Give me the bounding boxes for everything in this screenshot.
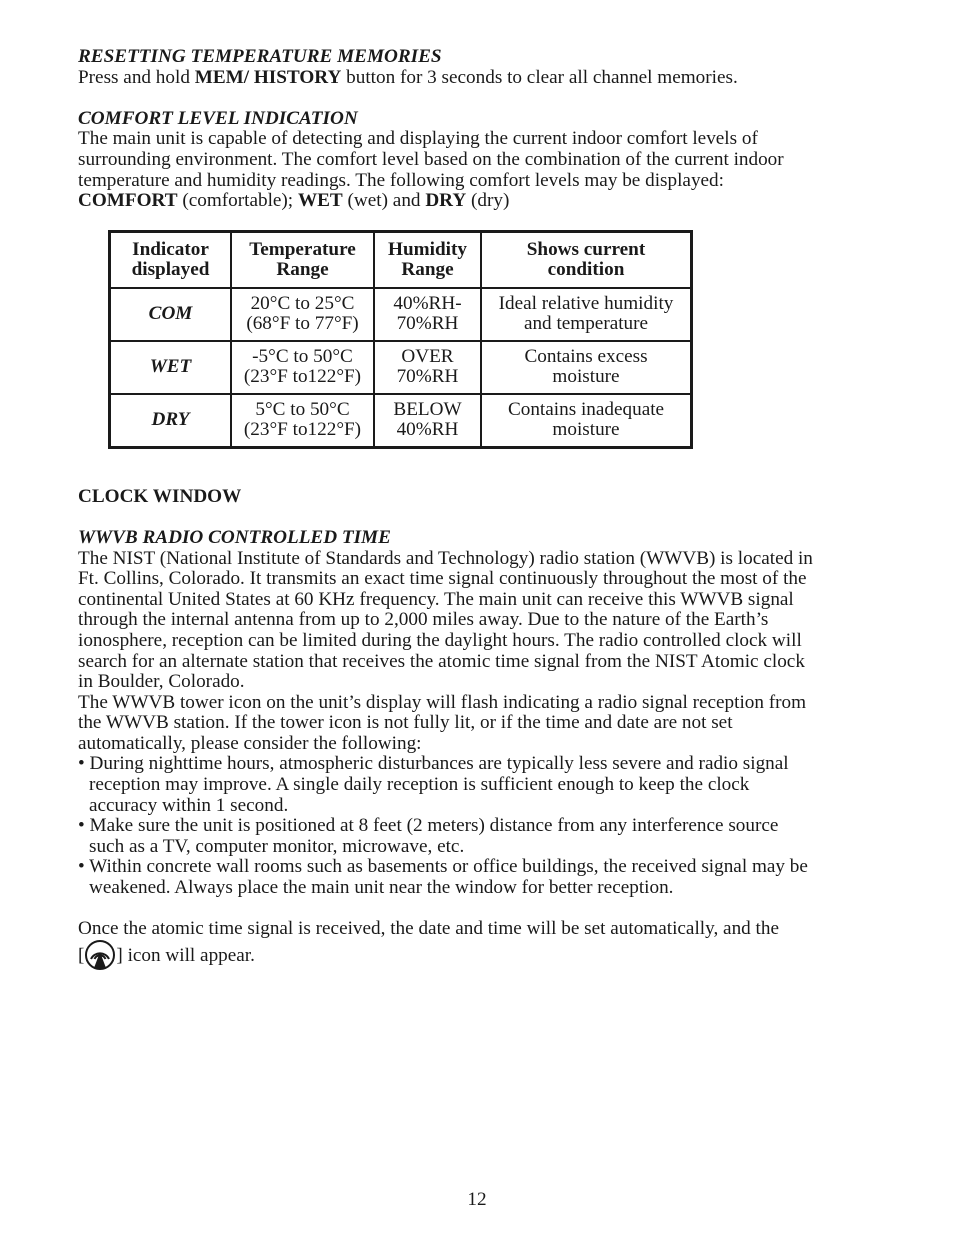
comfort-line-1: The main unit is capable of detecting and displaying the current indoor comfort levels of — [78, 128, 758, 150]
table-row — [110, 394, 692, 448]
header-condition: Shows current condition — [481, 231, 692, 288]
table-row — [110, 288, 692, 341]
condition-cell: Ideal relative humidity and temperature — [481, 288, 692, 341]
temperature-cell: 5°C to 50°C (23°F to122°F) — [231, 394, 374, 448]
temperature-cell: -5°C to 50°C (23°F to122°F) — [231, 341, 374, 394]
table-header-row — [110, 231, 692, 288]
clock-window-heading: CLOCK WINDOW — [78, 485, 242, 507]
temperature-cell: 20°C to 25°C (68°F to 77°F) — [231, 288, 374, 341]
indicator-cell: COM — [110, 288, 232, 341]
wwvb-tower-icon — [85, 940, 115, 970]
reset-heading: RESETTING TEMPERATURE MEMORIES — [78, 46, 442, 67]
indicator-cell: WET — [110, 341, 232, 394]
bullet-concrete-walls: • Within concrete wall rooms such as basements or office buildings, the received signal may be weakened. Always place the main unit near the window for better reception. — [78, 856, 808, 899]
condition-cell: Contains excess moisture — [481, 341, 692, 394]
header-humidity: Humidity Range — [374, 231, 481, 288]
reset-text: Press and hold MEM/ HISTORY button for 3 seconds to clear all channel memories. — [78, 66, 738, 88]
header-temperature: Temperature Range — [231, 231, 374, 288]
table-row — [110, 341, 692, 394]
indicator-cell: DRY — [110, 394, 232, 448]
page-number: 12 — [467, 1189, 487, 1210]
final-line-2: [ ] icon will appear. — [78, 940, 878, 970]
wwvb-paragraph-2: The WWVB tower icon on the unit’s display will flash indicating a radio signal reception from the WWVB station. If the tower icon is not fully lit, or if the time and date are not set automatically, please consider the following: — [78, 691, 807, 754]
bullet-nighttime: • During nighttime hours, atmospheric disturbances are typically less severe and radio signal reception may improve. A single daily reception is sufficient enough to keep the clock accuracy within 1 second. — [78, 753, 789, 816]
header-indicator: Indicator displayed — [110, 231, 232, 288]
comfort-line-2: surrounding environment. The comfort level based on the combination of the current indoor — [78, 148, 784, 170]
bullet-interference: • Make sure the unit is positioned at 8 feet (2 meters) distance from any interference source such as a TV, computer monitor, microwave, etc. — [78, 815, 779, 857]
mem-history-button-name: MEM/ HISTORY — [194, 66, 342, 88]
humidity-cell: OVER 70%RH — [374, 341, 481, 394]
wwvb-paragraph-1: The NIST (National Institute of Standards and Technology) radio station (WWVB) is located in Ft. Collins, Colorado. It transmits an exact time signal continuously throughout the most of the continental United States at 60 KHz frequency. The main unit can receive this WWVB signal through the internal antenna from up to 2,000 miles away. Due to the nature of the Earth’s ionosphere, reception can be limited during the daylight hours. The radio controlled clock will search for an alternate station that receives the atomic time signal from the NIST Atomic clock in Boulder, Colorado. — [78, 547, 813, 693]
humidity-cell: BELOW 40%RH — [374, 394, 481, 448]
final-line-1: Once the atomic time signal is received, the date and time will be set automatically, and the — [78, 918, 779, 940]
comfort-line-3: temperature and humidity readings. The following comfort levels may be displayed: — [78, 169, 724, 191]
manual-page — [78, 47, 878, 970]
humidity-cell: 40%RH- 70%RH — [374, 288, 481, 341]
comfort-level-table — [108, 230, 693, 449]
wwvb-heading: WWVB RADIO CONTROLLED TIME — [78, 526, 391, 548]
comfort-levels: COMFORT (comfortable); WET (wet) and DRY (dry) — [78, 190, 510, 212]
condition-cell: Contains inadequate moisture — [481, 394, 692, 448]
comfort-heading: COMFORT LEVEL INDICATION — [78, 107, 358, 129]
